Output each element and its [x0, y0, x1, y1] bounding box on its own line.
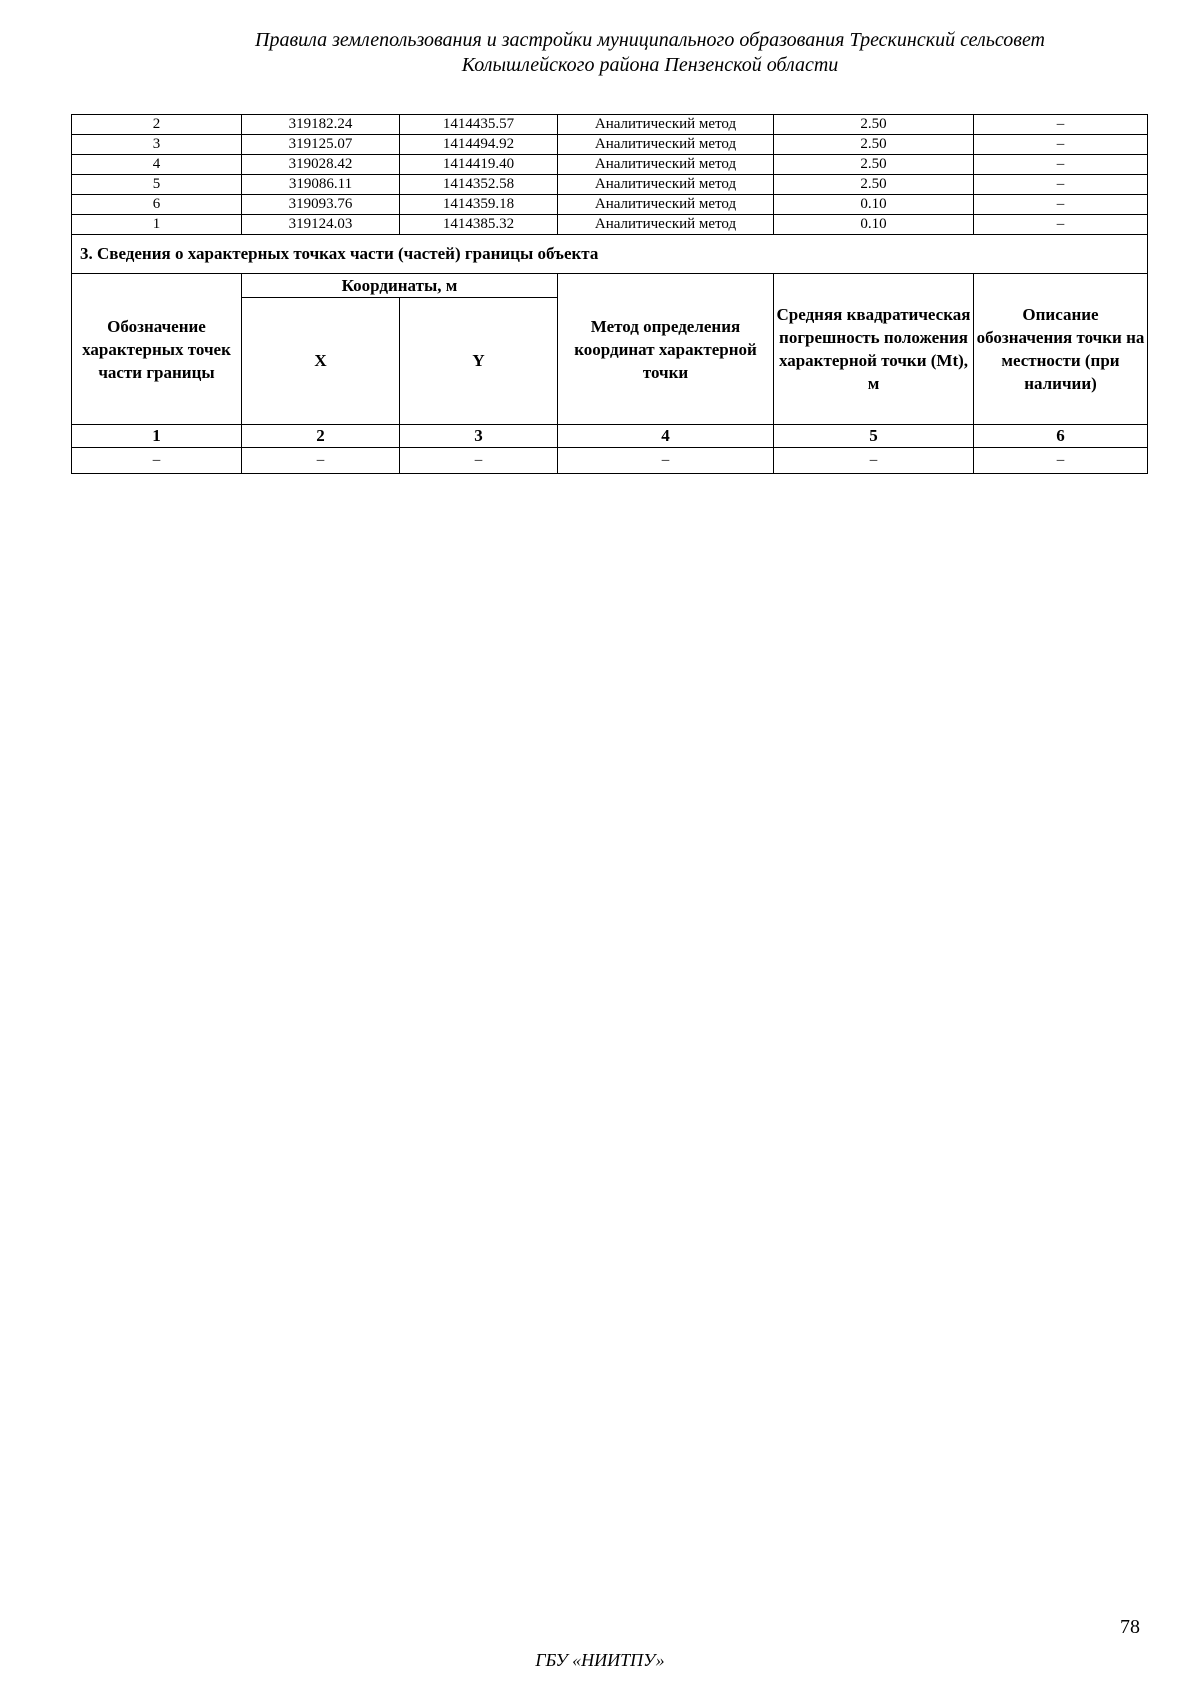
cell-error: 0.10: [774, 195, 974, 215]
column-number: 2: [242, 425, 400, 448]
cell-error: 2.50: [774, 115, 974, 135]
cell-method: Аналитический метод: [558, 155, 774, 175]
table-row: [72, 135, 1148, 155]
empty-cell: –: [974, 448, 1148, 474]
cell-point: 4: [72, 155, 242, 175]
cell-x: 319093.76: [242, 195, 400, 215]
table-row: [72, 175, 1148, 195]
column-number: 3: [400, 425, 558, 448]
col-error-header: Средняя квадратическая погрешность положения характерной точки (Mt), м: [774, 274, 974, 425]
coordinates-table: [71, 114, 1148, 474]
cell-x: 319086.11: [242, 175, 400, 195]
cell-y: 1414435.57: [400, 115, 558, 135]
top-rows-body: [72, 115, 1148, 235]
col-x-header: X: [242, 298, 400, 425]
section3-header-row-1: [72, 274, 1148, 298]
col-y-header: Y: [400, 298, 558, 425]
cell-method: Аналитический метод: [558, 215, 774, 235]
column-number: 4: [558, 425, 774, 448]
header-line-2: Колышлейского района Пензенской области: [461, 54, 839, 76]
empty-cell: –: [558, 448, 774, 474]
column-numbers-row: [72, 425, 1148, 448]
col-coords-header: Координаты, м: [242, 274, 558, 298]
document-header: [150, 28, 1150, 78]
column-number: 5: [774, 425, 974, 448]
cell-point: 6: [72, 195, 242, 215]
col-point-header: Обозначение характерных точек части границы: [72, 274, 242, 425]
cell-point: 5: [72, 175, 242, 195]
empty-data-row: [72, 448, 1148, 474]
table-row: [72, 195, 1148, 215]
cell-method: Аналитический метод: [558, 195, 774, 215]
cell-y: 1414419.40: [400, 155, 558, 175]
header-line-1: Правила землепользования и застройки муниципального образования Трескинский сельсовет: [255, 29, 1045, 51]
section3-body: [72, 235, 1148, 474]
col-desc-header: Описание обозначения точки на местности (при наличии): [974, 274, 1148, 425]
cell-point: 2: [72, 115, 242, 135]
empty-cell: –: [774, 448, 974, 474]
cell-desc: –: [974, 155, 1148, 175]
page-number: 78: [1120, 1616, 1140, 1638]
cell-x: 319125.07: [242, 135, 400, 155]
cell-x: 319182.24: [242, 115, 400, 135]
document-footer: ГБУ «НИИТПУ»: [535, 1650, 665, 1670]
table-row: [72, 115, 1148, 135]
column-number: 6: [974, 425, 1148, 448]
cell-method: Аналитический метод: [558, 115, 774, 135]
cell-y: 1414359.18: [400, 195, 558, 215]
col-method-header: Метод определения координат характерной точки: [558, 274, 774, 425]
cell-desc: –: [974, 195, 1148, 215]
cell-error: 2.50: [774, 135, 974, 155]
section3-title-row: [72, 235, 1148, 274]
cell-method: Аналитический метод: [558, 135, 774, 155]
cell-x: 319124.03: [242, 215, 400, 235]
empty-cell: –: [400, 448, 558, 474]
cell-method: Аналитический метод: [558, 175, 774, 195]
cell-y: 1414385.32: [400, 215, 558, 235]
cell-desc: –: [974, 215, 1148, 235]
table-row: [72, 215, 1148, 235]
column-number: 1: [72, 425, 242, 448]
cell-point: 1: [72, 215, 242, 235]
cell-x: 319028.42: [242, 155, 400, 175]
cell-error: 2.50: [774, 155, 974, 175]
section3-title: 3. Сведения о характерных точках части (частей) границы объекта: [72, 235, 1148, 274]
cell-desc: –: [974, 115, 1148, 135]
empty-cell: –: [72, 448, 242, 474]
cell-desc: –: [974, 135, 1148, 155]
empty-cell: –: [242, 448, 400, 474]
cell-error: 0.10: [774, 215, 974, 235]
cell-desc: –: [974, 175, 1148, 195]
cell-y: 1414352.58: [400, 175, 558, 195]
cell-error: 2.50: [774, 175, 974, 195]
cell-y: 1414494.92: [400, 135, 558, 155]
table-row: [72, 155, 1148, 175]
cell-point: 3: [72, 135, 242, 155]
